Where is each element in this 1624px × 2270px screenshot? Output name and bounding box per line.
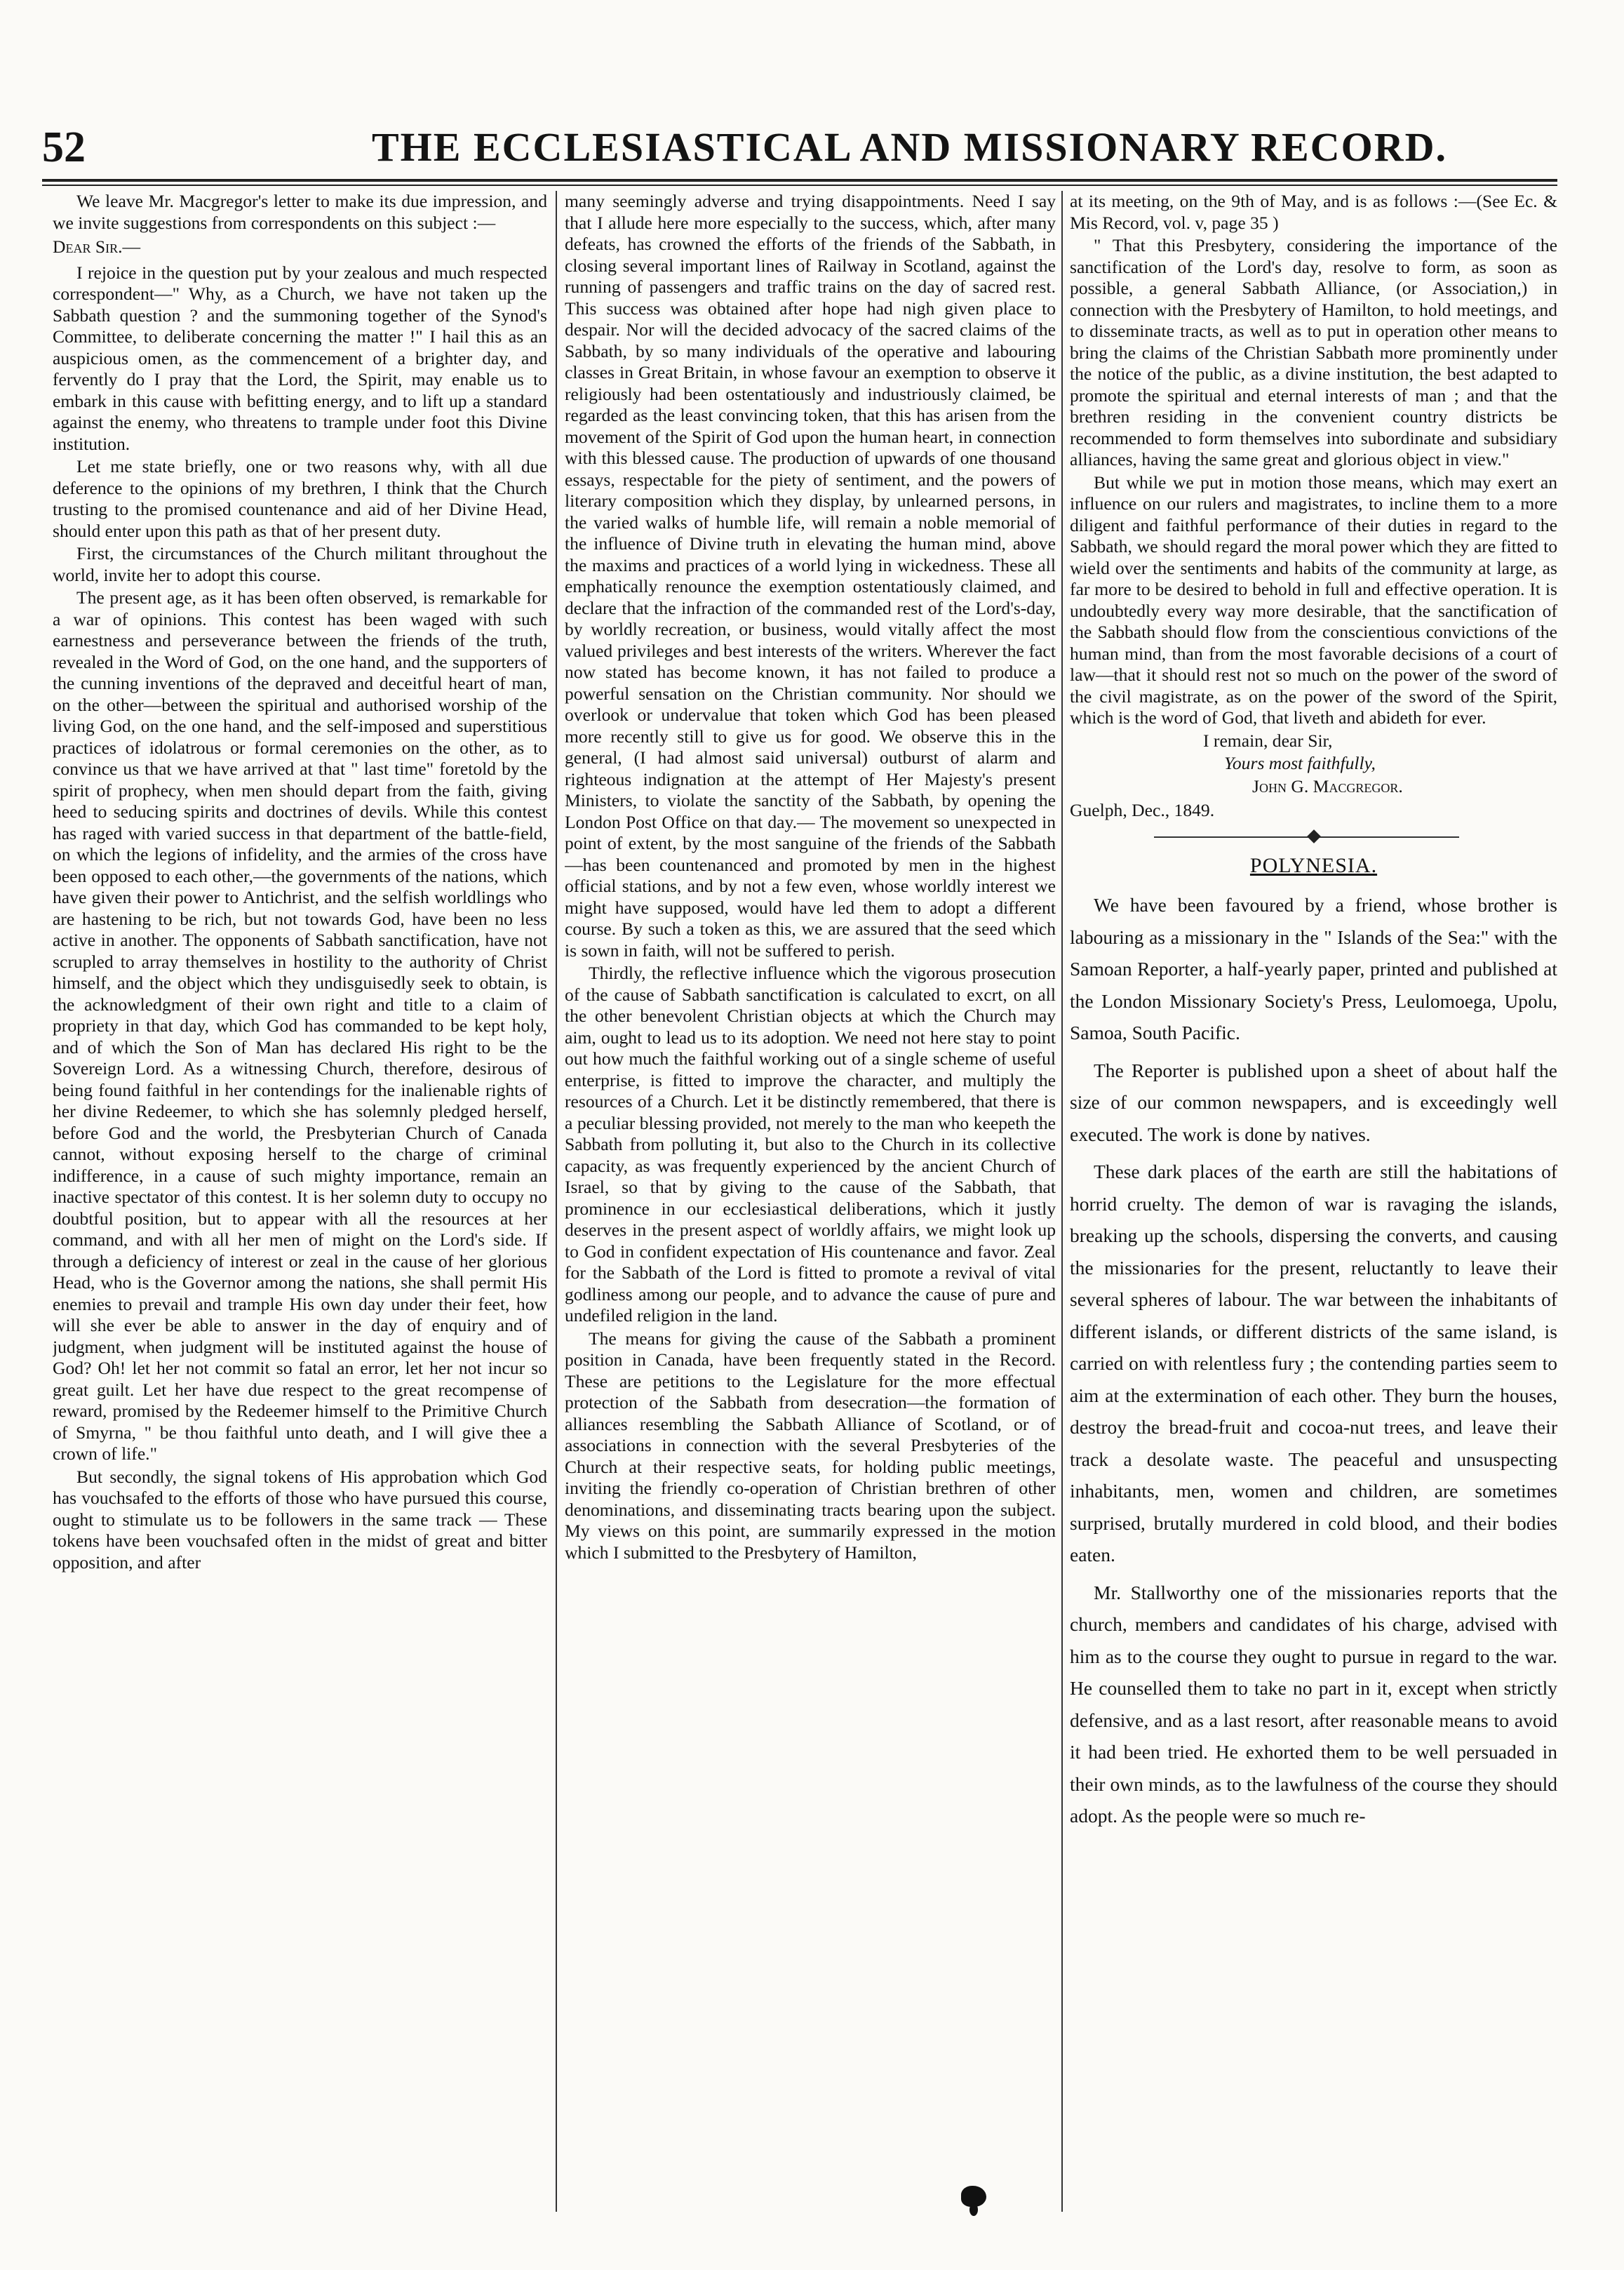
running-title: THE ECCLESIASTICAL AND MISSIONARY RECORD. — [372, 124, 1447, 170]
column-3 — [1070, 191, 1557, 2212]
separator-ornament — [1307, 829, 1321, 843]
letter-paragraph: Thirdly, the reflective influence which the vigorous prosecution of the cause of Sabbath sanctification is calculated to excrt, on all the other benevolent Christian objects at which the Church may aim, ought to lead us to its adoption. We need not here stay to point out how much the faithful working out of a single scheme of useful enterprise, is fitted to improve the character, and multiply the resources of a Church. Let it be distinctly remembered, that there is a peculiar blessing provided, not merely to the man who keepeth the Sabbath from polluting it, but also to the Church in its collective capacity, as was frequently experienced by the ancient Church of Israel, so that by giving to the cause of the Sabbath, that prominence in our ecclesiastical deliberations, which it justly deserves in the present aspect of worldly affairs, we might look up to God in confident expectation of His countenance and favor. Zeal for the Sabbath of the Lord is fitted to promote a revival of vital godliness among our people, and to advance the cause of pure and undefiled religion in the land. — [565, 963, 1056, 1326]
letter-paragraph: The means for giving the cause of the Sabbath a prominent position in Canada, have been frequently stated in the Record. These are petitions to the Legislature for the more effectual protection of the Sabbath from desecration—the formation of alliances resembling the Sabbath Alliance of Scotland, or of associations in connection with the several Presbyteries of the Church at their respective seats, for holding public meetings, inviting the friendly co-operation of Christian brethren of other denominations, and disseminating tracts bearing upon the subject. My views on this point, are summarily expressed in the motion which I submitted to the Presbytery of Hamilton, — [565, 1328, 1056, 1563]
header-double-rule — [42, 179, 1557, 186]
letter-paragraph: But secondly, the signal tokens of His approbation which God has vouchsafed to the efforts of those who have pursued this course, ought to stimulate us to be followers in the same track — These tokens have been vouchsafed often in the midst of great and bitter opposition, and after — [53, 1466, 547, 1573]
presbytery-resolution: " That this Presbytery, considering the importance of the sanctification of the Lord's day, resolve to form, as soon as possible, a general Sabbath Alliance, (or Association,) in connection with the Presbytery of Hamilton, to hold meetings, and to disseminate tracts, as well as to put in operation other means to bring the claims of the Christian Sabbath more prominently under the notice of the public, as a divine institution, the best adapted to promote the spiritual and eternal interests of man ; and that the brethren residing in the convenient country districts be recommended to form themselves into subordinate and subsidiary alliances, having the same great and glorious object in view." — [1070, 235, 1557, 469]
letter-salutation: Dear Sir.— — [53, 236, 141, 257]
section-separator — [1070, 823, 1557, 851]
letter-paragraph: many seemingly adverse and trying disappointments. Need I say that I allude here more especially to the success, which, after many defeats, has crowned the efforts of the friends of the Sabbath, in closing several important lines of Railway in Scotland, against the running of passengers and traffic trains on the day of sacred rest. This success was obtained after hope had nigh given place to despair. Nor will the decided advocacy of the sacred claims of the Sabbath, by so many individuals of the operative and labouring classes in Great Britain, in whose favour an exemption to observe it religiously had been ostentatiously and industriously claimed, be regarded as the least convincing token, that this has arisen from the movement of the Spirit of God upon the human heart, in connection with this blessed cause. The production of upwards of one thousand essays, respectable for the piety of sentiment, and the powers of literary composition which they display, by unlearned persons, in the varied walks of humble life, will remain a noble memorial of the influence of Divine truth in elevating the human mind, above the maxims and practices of a world lying in wickedness. These all emphatically renounce the exemption ostentatiously claimed, and declare that the infraction of the commanded rest of the Lord's-day, by worldly recreation, or business, would vitally affect the most valued privileges and best interests of the writers. Wherever the fact now stated has become known, it has not failed to produce a powerful sensation on the Christian community. Nor should we overlook or undervalue that token which God has been pleased more recently still to give us for good. We observe this in the general, (I had almost said universal) outburst of alarm and righteous indignation at the attempt of Her Majesty's present Ministers, to violate the sanctity of the Sabbath, by opening the London Post Office on that day.— The movement so unexpected in point of extent, by the most sanguine of the friends of the Sabbath—has been countenanced and promoted by men in the highest official stations, and by not a few even, whose worldly interest we might have supposed, would have led them to adopt a different course. By such a token as this, we are assured that the seed which is sown in faith, will not be suffered to perish. — [565, 191, 1056, 961]
page-number: 52 — [42, 123, 86, 171]
letter-paragraph: But while we put in motion those means, which may exert an influence on our rulers and magistrates, to incline them to a more diligent and faithful performance of their duties in regard to the Sabbath, we should regard the moral power which they are fitted to wield over the sentiments and habits of the community at large, as far more to be desired to behold in full and effective operation. It is undoubtedly every way more desirable, that the sanctification of the Sabbath should flow from the conscientious convictions of the human mind, than from the most favorable decisions of a court of law—that it should rest not so much on the power of the sword of the civil magistrate, as on the power of the sword of the Spirit, which is the word of God, that liveth and abideth for ever. — [1070, 472, 1557, 728]
letter-paragraph: First, the circumstances of the Church militant throughout the world, invite her to adopt this course. — [53, 543, 547, 585]
ink-blot — [969, 2203, 978, 2216]
editor-intro: We leave Mr. Macgregor's letter to make its due impression, and we invite suggestions from correspondents on this subject :— — [53, 191, 547, 233]
section-title: POLYNESIA. — [1249, 853, 1378, 877]
letter-paragraph: The present age, as it has been often observed, is remarkable for a war of opinions. This contest has been waged with such earnestness and perseverance between the friends of the truth, revealed in the Word of God, on the one hand, and the supporters of the cunning inventions of the depraved and deceitful heart of man, on the other—between the spiritual and authorised worship of the living God, on the one hand, and the self-imposed and superstitious practices of idolatrous or formal ceremonies on the other, as to convince us that we have arrived at that " last time" foretold by the spirit of prophecy, when men should depart from the faith, giving heed to seducing spirits and doctrines of devils. While this contest has raged with varied success in that department of the battle-field, on which the legions of infidelity, and the armies of the cross have been opposed to each other,—the governments of the nations, which have given their power to Antichrist, and the selfish worldlings who are hastening to be rich, but not towards God, have been no less active in another. The opponents of Sabbath sanctification, have not scrupled to array themselves in hostility to the authority of Christ himself, and the object which they undisguisedly seek to obtain, is the acknowledgment of their own right and title to a claim of propriety in that day, which God has commanded to be kept holy, and of which the Son of Man has declared His right to be the Sovereign Lord. As a witnessing Church, therefore, desirous of being found faithful in her contendings for the inalienable rights of her divine Redeemer, to which she has solemnly pledged herself, before God and the world, the Presbyterian Church of Canada cannot, without exposing herself to the charge of criminal indifference, in a cause of such mighty importance, remain an inactive spectator of this contest. It is her solemn duty to occupy no doubtful position, but to appear with all the resources at her command, and with all her men of might on the Lord's side. If through a deficiency of interest or zeal in the cause of her glorious Head, who is the Governor among the nations, she shall permit His enemies to prevail and trample His own day under their feet, how will she ever be able to answer in the day of enquiry and of judgment, when judgment will be instituted against the house of God? Oh! let her not commit so fatal an error, let her not incur so great guilt. Let her have due respect to the great recompense of reward, promised by the Redeemer himself to the Primitive Church of Smyrna, " be thou faithful unto death, and I will give thee a crown of life." — [53, 587, 547, 1464]
column-divider-1 — [556, 191, 557, 2212]
letter-paragraph: at its meeting, on the 9th of May, and is as follows :—(See Ec. & Mis Record, vol. v, page 35 ) — [1070, 191, 1557, 233]
article-paragraph: The Reporter is published upon a sheet of about half the size of our common newspapers, and is exceedingly well executed. The work is done by natives. — [1070, 1059, 1557, 1145]
column-1 — [53, 191, 547, 2212]
letter-dateline: Guelph, Dec., 1849. — [1070, 800, 1215, 820]
column-2 — [565, 191, 1056, 2212]
letter-paragraph: Let me state briefly, one or two reasons why, with all due deference to the opinions of my brethren, I think that the Church trusting to the promised countenance and aid of her Divine Head, should enter upon this path as that of her present duty. — [53, 456, 547, 541]
column-divider-2 — [1061, 191, 1063, 2212]
page-header — [42, 119, 1550, 175]
letter-signature: John G. Macgregor. — [1252, 775, 1403, 796]
letter-closing: Yours most faithfully, — [1224, 753, 1376, 773]
letter-paragraph: I rejoice in the question put by your zealous and much respected correspondent—" Why, as a Church, we have not taken up the Sabbath question ? and the summoning together of the Synod's Committee, to deliberate concerning the matter !" I hail this as an auspicious omen, as the commencement of a brighter day, and fervently do I pray that the Lord, the Spirit, may enable us to embark in this cause with befitting energy, and to lift up a standard against the enemy, who threatens to trample under foot this Divine institution. — [53, 262, 547, 454]
article-paragraph: Mr. Stallworthy one of the missionaries reports that the church, members and candidates of his charge, advised with him as to the course they ought to pursue in regard to the war. He counselled them to take no part in it, except when strictly defensive, and as a last resort, after reasonable means to avoid it had been tried. He exhorted them to be well persuaded in their own minds, as to the lawfulness of the course they should adopt. As the people were so much re- — [1070, 1581, 1557, 1827]
article-paragraph: These dark places of the earth are still the habitations of horrid cruelty. The demon of war is ravaging the islands, breaking up the schools, dispersing the converts, and causing the missionaries for the present, reluctantly to leave their several spheres of labour. The war between the inhabitants of different islands, or different districts of the same island, is carried on with relentless fury ; the contending parties seem to aim at the extermination of each other. They burn the houses, destroy the bread-fruit and cocoa-nut trees, and leave their track a desolate waste. The peaceful and unsuspecting inhabitants, men, women and children, are sometimes surprised, brutally murdered in cold blood, and their bodies eaten. — [1070, 1161, 1557, 1565]
polynesia-article — [1070, 889, 1557, 1832]
article-paragraph: We have been favoured by a friend, whose brother is labouring as a missionary in the " Islands of the Sea:" with the Samoan Reporter, a half-yearly paper, printed and published at the London Missionary Society's Press, Leulomoega, Upolu, Samoa, South Pacific. — [1070, 894, 1557, 1043]
letter-closing: I remain, dear Sir, — [1203, 730, 1333, 751]
